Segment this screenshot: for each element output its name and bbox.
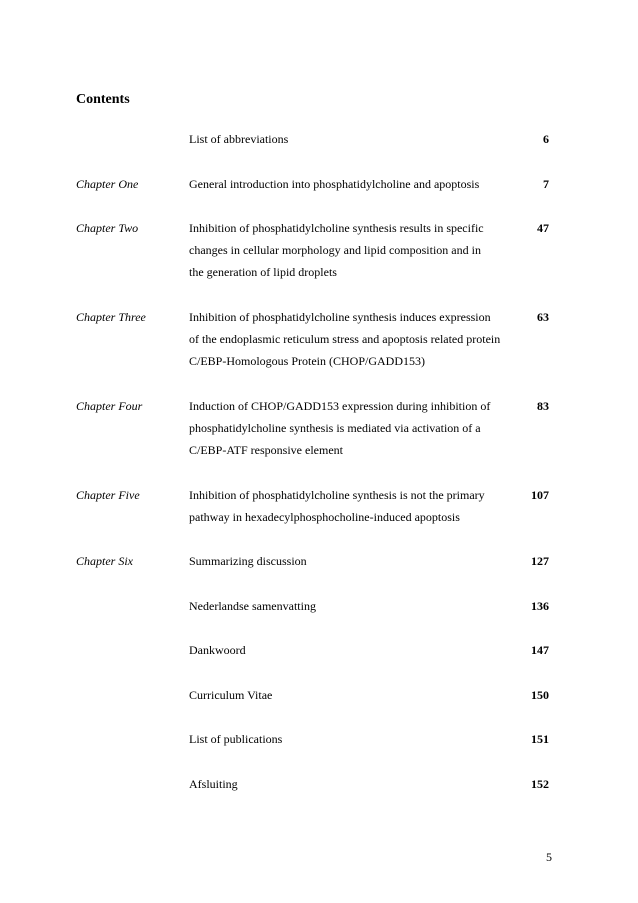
contents-heading: Contents — [76, 92, 130, 107]
entry-title — [189, 173, 529, 195]
entry-title — [189, 639, 529, 661]
entry-title — [189, 595, 529, 617]
chapter-label: Chapter Three — [76, 310, 146, 324]
entry-title-line: Inhibition of phosphatidylcholine synthesis induces expression — [189, 310, 491, 324]
entry-title — [189, 395, 529, 461]
entry-page: 136 — [531, 599, 549, 613]
entry-title-line: pathway in hexadecylphosphocholine-induced apoptosis — [189, 510, 460, 524]
page-number: 5 — [546, 850, 552, 864]
entry-title — [189, 684, 529, 706]
entry-title — [189, 128, 529, 150]
entry-page: 147 — [531, 643, 549, 657]
entry-title-line: List of abbreviations — [189, 132, 289, 146]
entry-title — [189, 217, 529, 283]
entry-page: 151 — [531, 732, 549, 746]
entry-title-line: Dankwoord — [189, 643, 246, 657]
entry-page: 7 — [543, 177, 549, 191]
entry-title-line: of the endoplasmic reticulum stress and apoptosis related protein — [189, 332, 501, 346]
entry-title — [189, 484, 529, 528]
entry-title — [189, 550, 529, 572]
entry-page: 107 — [531, 488, 549, 502]
entry-page: 150 — [531, 688, 549, 702]
entry-title-line: Inhibition of phosphatidylcholine synthesis results in specific — [189, 221, 484, 235]
entry-title-line: Summarizing discussion — [189, 554, 307, 568]
entry-title-line: phosphatidylcholine synthesis is mediated via activation of a — [189, 421, 481, 435]
entry-title-line: C/EBP-Homologous Protein (CHOP/GADD153) — [189, 354, 426, 368]
chapter-label: Chapter Five — [76, 488, 140, 502]
entry-title-line: General introduction into phosphatidylcholine and apoptosis — [189, 177, 480, 191]
entry-page: 152 — [531, 777, 549, 791]
entry-title-line: Curriculum Vitae — [189, 688, 273, 702]
chapter-label: Chapter Two — [76, 221, 139, 235]
entry-title-line: Afsluiting — [189, 777, 238, 791]
entry-title-line: Nederlandse samenvatting — [189, 599, 316, 613]
entry-title-line: changes in cellular morphology and lipid composition and in — [189, 243, 481, 257]
entry-page: 47 — [537, 221, 549, 235]
entry-title-line: Induction of CHOP/GADD153 expression during inhibition of — [189, 399, 491, 413]
entry-title-line: the generation of lipid droplets — [189, 265, 337, 279]
entry-title-line: Inhibition of phosphatidylcholine synthesis is not the primary — [189, 488, 485, 502]
entry-title-line: C/EBP-ATF responsive element — [189, 443, 343, 457]
entry-title-line: List of publications — [189, 732, 283, 746]
entry-page: 63 — [537, 310, 549, 324]
entry-title — [189, 728, 529, 750]
chapter-label: Chapter One — [76, 177, 139, 191]
chapter-label: Chapter Four — [76, 399, 143, 413]
entry-page: 6 — [543, 132, 549, 146]
entry-title — [189, 773, 529, 795]
entry-title — [189, 306, 529, 372]
chapter-label: Chapter Six — [76, 554, 133, 568]
entry-page: 127 — [531, 554, 549, 568]
entry-page: 83 — [537, 399, 549, 413]
